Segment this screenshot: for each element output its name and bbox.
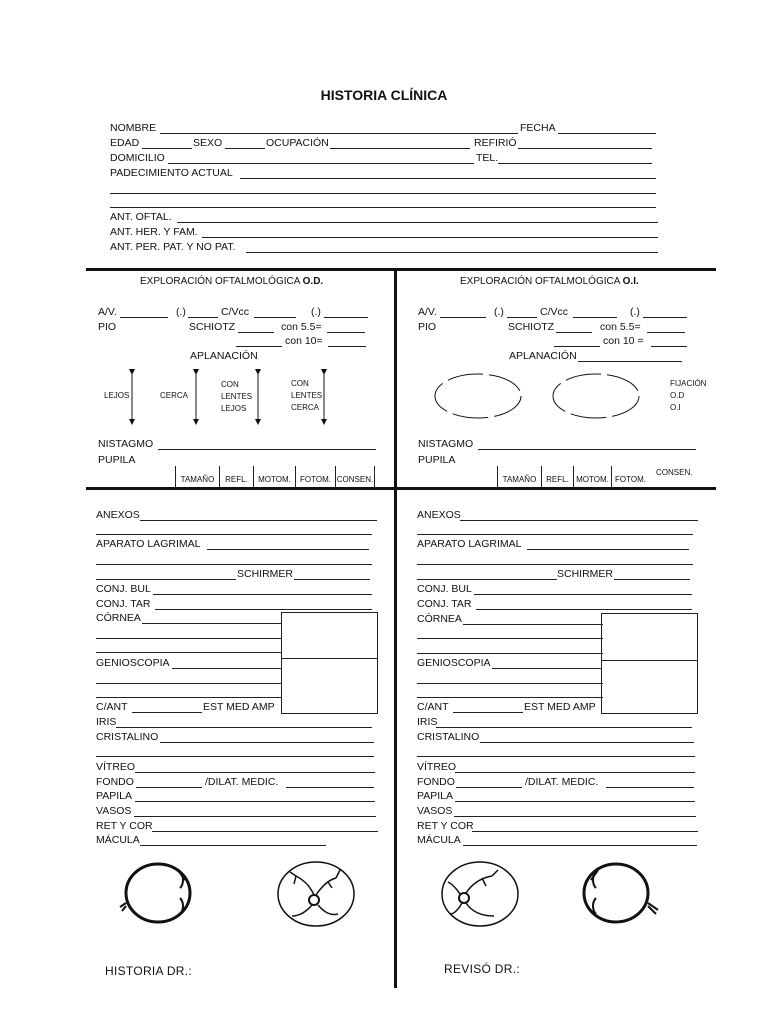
iris-field-od[interactable] bbox=[116, 727, 372, 728]
ocupacion-label: OCUPACIÓN bbox=[266, 137, 329, 149]
cerca-label: CERCA bbox=[160, 391, 189, 400]
nistagmo-field-od[interactable] bbox=[158, 449, 376, 450]
padecimiento-line-2[interactable] bbox=[110, 193, 656, 194]
pupila-label-od: PUPILA bbox=[98, 454, 136, 466]
genioscopia-box-oi[interactable] bbox=[601, 660, 698, 714]
con-lentes-cerca-3: CERCA bbox=[291, 403, 320, 412]
macula-label-od: MÁCULA bbox=[96, 834, 140, 846]
genioscopia-field-oi[interactable] bbox=[492, 668, 602, 669]
est-med-amp-label-od: EST MED AMP bbox=[203, 701, 275, 713]
anexos-field-od[interactable] bbox=[140, 520, 377, 521]
cornea-label-oi: CÓRNEA bbox=[417, 613, 462, 625]
fijacion-label: FIJACIÓN bbox=[670, 379, 707, 388]
conj-bul-field-od[interactable] bbox=[153, 594, 372, 595]
sexo-label: SEXO bbox=[193, 137, 223, 149]
cristalino-field-oi[interactable] bbox=[480, 742, 694, 743]
ant-her-field[interactable] bbox=[202, 237, 658, 238]
paren-field-od-1[interactable] bbox=[188, 317, 218, 318]
con-lentes-lejos-1: CON bbox=[221, 380, 239, 389]
cristalino-line2-od[interactable] bbox=[96, 756, 374, 757]
av-label-oi: A/V. bbox=[418, 306, 437, 318]
pupil-col-refl-oi: REFL. bbox=[541, 466, 573, 488]
conj-tar-field-od[interactable] bbox=[155, 609, 372, 610]
aparato-label-oi: APARATO LAGRIMAL bbox=[417, 538, 522, 550]
cristalino-label-od: CRISTALINO bbox=[96, 731, 159, 743]
fondo-field-od[interactable] bbox=[136, 787, 202, 788]
ant-per-field[interactable] bbox=[246, 252, 658, 253]
con55-field-oi[interactable] bbox=[647, 332, 685, 333]
fecha-field[interactable] bbox=[558, 133, 656, 134]
aplanacion-field-oi[interactable] bbox=[578, 361, 682, 362]
con10-field-od[interactable] bbox=[328, 346, 366, 347]
cornea-line2-od[interactable] bbox=[96, 638, 282, 639]
sexo-field[interactable] bbox=[225, 148, 265, 149]
aparato-label-od: APARATO LAGRIMAL bbox=[96, 538, 201, 550]
av-field-oi[interactable] bbox=[440, 317, 486, 318]
schirmer-prefield-od[interactable] bbox=[96, 579, 236, 580]
con55-field-od[interactable] bbox=[327, 332, 365, 333]
fundus-oi-icon bbox=[438, 858, 522, 928]
genioscopia-field-od[interactable] bbox=[172, 668, 282, 669]
padecimiento-label: PADECIMIENTO ACTUAL bbox=[110, 167, 233, 179]
schirmer-label-oi: SCHIRMER bbox=[557, 568, 614, 580]
fixation-diagram bbox=[434, 372, 646, 424]
cvcc-field-od[interactable] bbox=[254, 317, 296, 318]
fijacion-od-label: O.D bbox=[670, 391, 685, 400]
schiotz-label-od: SCHIOTZ bbox=[189, 321, 236, 333]
pupil-col-fotom-oi: FOTOM. bbox=[611, 466, 649, 488]
pupil-col-refl-od: REFL. bbox=[219, 466, 253, 488]
refirio-label: REFIRIÓ bbox=[474, 137, 517, 149]
vitreo-field-od[interactable] bbox=[135, 772, 375, 773]
cant-label-oi: C/ANT bbox=[417, 701, 449, 713]
cristalino-line2-oi[interactable] bbox=[417, 756, 695, 757]
con10-prefield-od[interactable] bbox=[236, 346, 282, 347]
pupil-col-consen-oi: CONSEN. bbox=[656, 468, 693, 477]
schiotz-field-oi[interactable] bbox=[556, 332, 592, 333]
pupil-col-tamano-od: TAMAÑO bbox=[175, 466, 219, 488]
ant-oftal-label: ANT. OFTAL. bbox=[110, 211, 172, 223]
vasos-field-od[interactable] bbox=[134, 816, 376, 817]
nistagmo-label-oi: NISTAGMO bbox=[418, 438, 474, 450]
paren-label-od-2: (.) bbox=[311, 306, 321, 318]
con-lentes-lejos-2: LENTES bbox=[221, 392, 253, 401]
edad-field[interactable] bbox=[142, 148, 192, 149]
fundus-od-icon bbox=[274, 858, 358, 928]
vitreo-label-oi: VÍTREO bbox=[417, 761, 457, 773]
anexos-line2-oi[interactable] bbox=[417, 534, 693, 535]
cvcc-label-oi: C/Vcc bbox=[540, 306, 569, 318]
cornea-line3-od[interactable] bbox=[96, 652, 282, 653]
fecha-label: FECHA bbox=[520, 122, 556, 134]
macula-label-oi: MÁCULA bbox=[417, 834, 461, 846]
eye-cross-section-oi-icon bbox=[574, 858, 674, 928]
pio-label-od: PIO bbox=[98, 321, 117, 333]
conj-bul-field-oi[interactable] bbox=[474, 594, 692, 595]
cornea-box-oi[interactable] bbox=[601, 613, 698, 661]
schirmer-prefield-oi[interactable] bbox=[417, 579, 557, 580]
refirio-field[interactable] bbox=[518, 148, 652, 149]
aplanacion-label-oi: APLANACIÓN bbox=[509, 350, 577, 362]
domicilio-label: DOMICILIO bbox=[110, 152, 165, 164]
vasos-label-od: VASOS bbox=[96, 805, 132, 817]
cristalino-field-od[interactable] bbox=[160, 742, 374, 743]
ant-her-label: ANT. HER. Y FAM. bbox=[110, 226, 198, 238]
ant-per-label: ANT. PER. PAT. Y NO PAT. bbox=[110, 241, 236, 253]
domicilio-field[interactable] bbox=[168, 163, 474, 164]
schirmer-field-od[interactable] bbox=[294, 579, 370, 580]
anexos-label-od: ANEXOS bbox=[96, 509, 140, 521]
con10-prefield-oi[interactable] bbox=[554, 346, 600, 347]
nistagmo-label-od: NISTAGMO bbox=[98, 438, 154, 450]
padecimiento-line-3[interactable] bbox=[110, 207, 656, 208]
pupil-col-tamano-oi: TAMAÑO bbox=[497, 466, 541, 488]
cornea-line3-oi[interactable] bbox=[417, 653, 603, 654]
conj-bul-label-od: CONJ. BUL bbox=[96, 583, 151, 595]
paren-label-oi-1: (.) bbox=[494, 306, 504, 318]
con10-field-oi[interactable] bbox=[651, 346, 687, 347]
cornea-line2-oi[interactable] bbox=[417, 638, 603, 639]
av-label-od: A/V. bbox=[98, 306, 117, 318]
divider-top bbox=[86, 268, 716, 271]
paren-field-oi-1[interactable] bbox=[507, 317, 537, 318]
schirmer-field-oi[interactable] bbox=[614, 579, 690, 580]
paren-label-oi-2: (.) bbox=[630, 306, 640, 318]
cvcc-field-oi[interactable] bbox=[573, 317, 617, 318]
pupil-table-oi bbox=[497, 466, 653, 488]
aparato-field-oi[interactable] bbox=[527, 549, 689, 550]
fondo-field-oi[interactable] bbox=[456, 787, 522, 788]
fijacion-oi-label: O.I bbox=[670, 403, 681, 412]
cant-field-od[interactable] bbox=[132, 712, 202, 713]
paren-field-oi-2[interactable] bbox=[643, 317, 687, 318]
cant-field-oi[interactable] bbox=[453, 712, 523, 713]
nombre-field[interactable] bbox=[160, 133, 518, 134]
est-med-amp-label-oi: EST MED AMP bbox=[524, 701, 596, 713]
page-title: HISTORIA CLÍNICA bbox=[320, 87, 448, 103]
paren-field-od-2[interactable] bbox=[324, 317, 368, 318]
macula-field-oi[interactable] bbox=[463, 845, 697, 846]
lejos-label: LEJOS bbox=[104, 391, 130, 400]
eye-cross-section-od-icon bbox=[118, 858, 198, 928]
aparato-field-od[interactable] bbox=[207, 549, 369, 550]
cornea-field-od[interactable] bbox=[142, 623, 282, 624]
fondo-label-oi: FONDO bbox=[417, 776, 455, 788]
anexos-field-oi[interactable] bbox=[460, 520, 698, 521]
pupil-col-fotom-od: FOTOM. bbox=[295, 466, 335, 488]
genioscopia-line2-od[interactable] bbox=[96, 683, 282, 684]
reviso-dr-label: REVISÓ DR.: bbox=[444, 962, 520, 976]
schirmer-label-od: SCHIRMER bbox=[237, 568, 294, 580]
divider-vertical bbox=[394, 268, 397, 988]
schiotz-label-oi: SCHIOTZ bbox=[508, 321, 555, 333]
paren-label-od-1: (.) bbox=[176, 306, 186, 318]
dilat-field-oi[interactable] bbox=[606, 787, 694, 788]
cornea-label-od: CÓRNEA bbox=[96, 612, 141, 624]
macula-field-od[interactable] bbox=[140, 845, 326, 846]
nistagmo-field-oi[interactable] bbox=[478, 449, 696, 450]
vitreo-label-od: VÍTREO bbox=[96, 761, 136, 773]
pupil-col-consen-od: CONSEN. bbox=[335, 466, 375, 488]
anexos-line2-od[interactable] bbox=[96, 534, 372, 535]
papila-label-od: PAPILA bbox=[96, 790, 132, 802]
pupil-table-od bbox=[175, 466, 375, 488]
genioscopia-line3-oi[interactable] bbox=[417, 697, 603, 698]
exploration-oi-title: EXPLORACIÓN OFTALMOLÓGICA O.I. bbox=[460, 276, 639, 287]
fondo-label-od: FONDO bbox=[96, 776, 134, 788]
exploration-od-title: EXPLORACIÓN OFTALMOLÓGICA O.D. bbox=[140, 276, 324, 287]
pupil-col-motom-od: MOTOM. bbox=[253, 466, 295, 488]
con-lentes-cerca-2: LENTES bbox=[291, 391, 323, 400]
genioscopia-label-oi: GENIOSCOPIA bbox=[417, 657, 491, 669]
ret-label-od: RET Y COR bbox=[96, 820, 153, 832]
schiotz-field-od[interactable] bbox=[238, 332, 274, 333]
papila-field-oi[interactable] bbox=[455, 801, 695, 802]
pupila-label-oi: PUPILA bbox=[418, 454, 456, 466]
ocupacion-field[interactable] bbox=[330, 148, 470, 149]
conj-tar-field-oi[interactable] bbox=[476, 609, 692, 610]
cornea-field-oi[interactable] bbox=[463, 624, 603, 625]
pupil-col-motom-oi: MOTOM. bbox=[573, 466, 611, 488]
con-lentes-lejos-3: LEJOS bbox=[221, 404, 247, 413]
av-field-od[interactable] bbox=[120, 317, 168, 318]
padecimiento-field[interactable] bbox=[240, 178, 656, 179]
cornea-box-od[interactable] bbox=[281, 612, 378, 659]
iris-field-oi[interactable] bbox=[436, 727, 692, 728]
fixation-od-ellipse bbox=[435, 374, 521, 418]
conj-bul-label-oi: CONJ. BUL bbox=[417, 583, 472, 595]
genioscopia-line2-oi[interactable] bbox=[417, 683, 603, 684]
fixation-oi-ellipse bbox=[553, 374, 639, 418]
ret-label-oi: RET Y COR bbox=[417, 820, 474, 832]
vasos-field-oi[interactable] bbox=[454, 816, 696, 817]
cvcc-label-od: C/Vcc bbox=[221, 306, 250, 318]
iris-label-oi: IRIS bbox=[417, 716, 438, 728]
vitreo-field-oi[interactable] bbox=[455, 772, 695, 773]
con10-label-oi: con 10 = bbox=[603, 335, 644, 347]
dilat-field-od[interactable] bbox=[286, 787, 374, 788]
genioscopia-label-od: GENIOSCOPIA bbox=[96, 657, 170, 669]
pio-label-oi: PIO bbox=[418, 321, 437, 333]
ret-field-oi[interactable] bbox=[472, 831, 698, 832]
vasos-label-oi: VASOS bbox=[417, 805, 453, 817]
con-lentes-cerca-1: CON bbox=[291, 379, 309, 388]
dilat-label-oi: /DILAT. MEDIC. bbox=[525, 776, 599, 788]
conj-tar-label-od: CONJ. TAR bbox=[96, 598, 151, 610]
papila-field-od[interactable] bbox=[135, 801, 375, 802]
cant-label-od: C/ANT bbox=[96, 701, 128, 713]
anexos-label-oi: ANEXOS bbox=[417, 509, 461, 521]
ant-oftal-field[interactable] bbox=[177, 222, 658, 223]
cristalino-label-oi: CRISTALINO bbox=[417, 731, 480, 743]
aparato-line2-od[interactable] bbox=[96, 564, 372, 565]
ret-field-od[interactable] bbox=[152, 831, 378, 832]
dilat-label-od: /DILAT. MEDIC. bbox=[205, 776, 279, 788]
aparato-line2-oi[interactable] bbox=[417, 564, 693, 565]
con10-label-od: con 10= bbox=[285, 335, 323, 347]
papila-label-oi: PAPILA bbox=[417, 790, 453, 802]
tel-label: TEL. bbox=[476, 152, 499, 164]
edad-label: EDAD bbox=[110, 137, 140, 149]
conj-tar-label-oi: CONJ. TAR bbox=[417, 598, 472, 610]
tel-field[interactable] bbox=[498, 163, 652, 164]
genioscopia-line3-od[interactable] bbox=[96, 697, 282, 698]
aplanacion-label-od: APLANACIÓN bbox=[190, 350, 258, 362]
iris-label-od: IRIS bbox=[96, 716, 117, 728]
historia-dr-label: HISTORIA DR.: bbox=[105, 964, 193, 978]
con55-label-od: con 5.5= bbox=[281, 321, 322, 333]
genioscopia-box-od[interactable] bbox=[281, 658, 378, 714]
con55-label-oi: con 5.5= bbox=[600, 321, 641, 333]
nombre-label: NOMBRE bbox=[110, 122, 157, 134]
